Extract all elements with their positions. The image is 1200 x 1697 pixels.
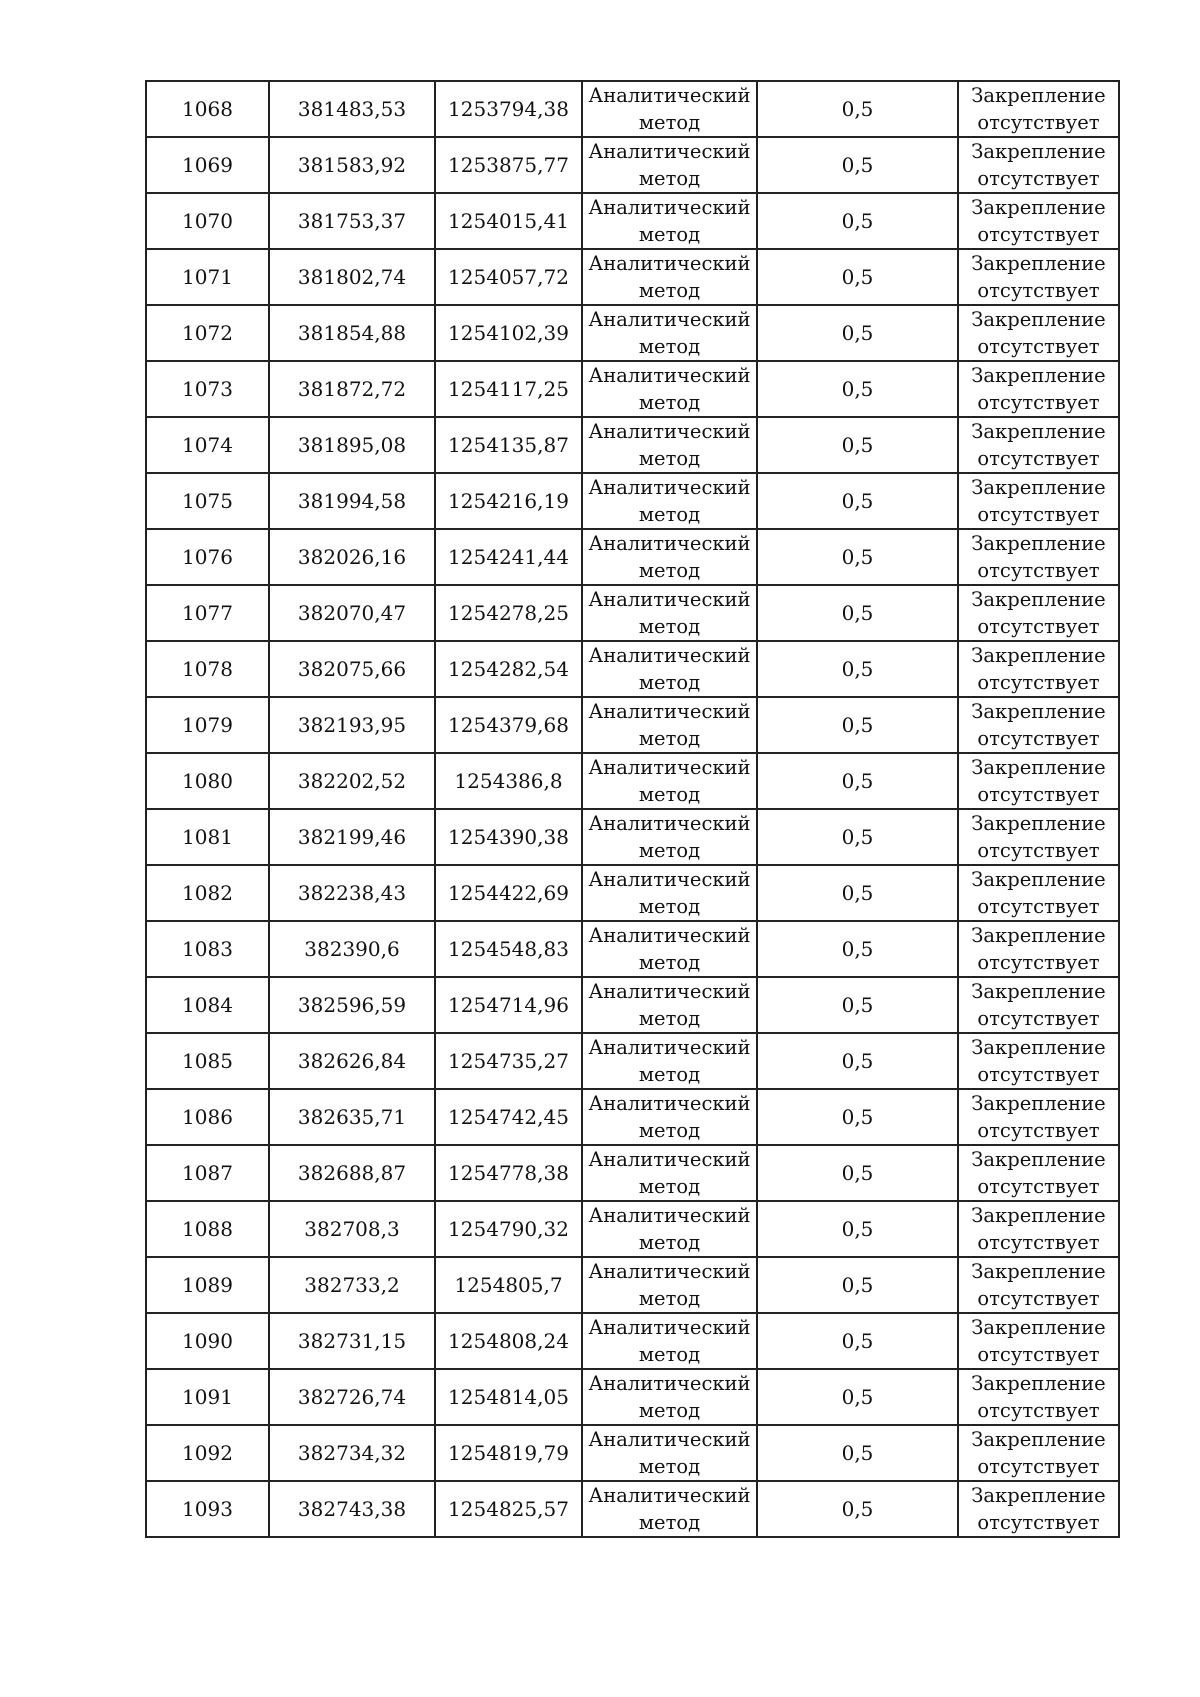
method-cell — [582, 585, 757, 641]
fixation-line-1: Закрепление — [971, 140, 1106, 163]
x-coordinate-cell: 382726,74 — [269, 1369, 435, 1425]
y-coordinate-cell: 1254742,45 — [435, 1089, 582, 1145]
fixation-cell — [958, 1425, 1119, 1481]
x-coordinate-cell: 382731,15 — [269, 1313, 435, 1369]
fixation-cell — [958, 137, 1119, 193]
table-row — [146, 641, 1119, 697]
method-line-1: Аналитический — [588, 1036, 751, 1059]
table-row — [146, 473, 1119, 529]
method-line-2: метод — [638, 1511, 701, 1534]
method-line-1: Аналитический — [588, 196, 751, 219]
y-coordinate-cell: 1254117,25 — [435, 361, 582, 417]
fixation-line-1: Закрепление — [971, 1204, 1106, 1227]
x-coordinate-cell: 382734,32 — [269, 1425, 435, 1481]
y-coordinate-cell: 1253794,38 — [435, 81, 582, 137]
fixation-line-2: отсутствует — [977, 1063, 1100, 1086]
method-line-1: Аналитический — [588, 812, 751, 835]
fixation-line-2: отсутствует — [977, 167, 1100, 190]
point-number-cell: 1088 — [146, 1201, 269, 1257]
method-line-1: Аналитический — [588, 924, 751, 947]
method-cell — [582, 697, 757, 753]
coordinates-table-body — [146, 81, 1119, 1537]
y-coordinate-cell: 1254386,8 — [435, 753, 582, 809]
method-cell — [582, 865, 757, 921]
method-cell — [582, 1089, 757, 1145]
method-line-2: метод — [638, 223, 701, 246]
accuracy-cell: 0,5 — [757, 529, 958, 585]
method-line-1: Аналитический — [588, 756, 751, 779]
method-line-2: метод — [638, 783, 701, 806]
method-cell — [582, 361, 757, 417]
accuracy-cell: 0,5 — [757, 1369, 958, 1425]
point-number-cell: 1081 — [146, 809, 269, 865]
method-cell — [582, 305, 757, 361]
fixation-cell — [958, 249, 1119, 305]
point-number-cell: 1087 — [146, 1145, 269, 1201]
point-number-cell: 1075 — [146, 473, 269, 529]
table-row — [146, 81, 1119, 137]
y-coordinate-cell: 1254216,19 — [435, 473, 582, 529]
method-cell — [582, 1313, 757, 1369]
fixation-line-2: отсутствует — [977, 727, 1100, 750]
method-line-1: Аналитический — [588, 644, 751, 667]
fixation-line-1: Закрепление — [971, 1260, 1106, 1283]
accuracy-cell: 0,5 — [757, 809, 958, 865]
fixation-line-1: Закрепление — [971, 644, 1106, 667]
fixation-line-2: отсутствует — [977, 895, 1100, 918]
method-cell — [582, 1033, 757, 1089]
x-coordinate-cell: 382743,38 — [269, 1481, 435, 1537]
point-number-cell: 1068 — [146, 81, 269, 137]
fixation-line-2: отсутствует — [977, 279, 1100, 302]
fixation-line-1: Закрепление — [971, 868, 1106, 891]
method-cell — [582, 529, 757, 585]
method-cell — [582, 977, 757, 1033]
point-number-cell: 1073 — [146, 361, 269, 417]
fixation-line-2: отсутствует — [977, 503, 1100, 526]
fixation-line-2: отсутствует — [977, 1399, 1100, 1422]
accuracy-cell: 0,5 — [757, 977, 958, 1033]
fixation-cell — [958, 1481, 1119, 1537]
method-cell — [582, 753, 757, 809]
accuracy-cell: 0,5 — [757, 473, 958, 529]
fixation-line-2: отсутствует — [977, 559, 1100, 582]
table-row — [146, 529, 1119, 585]
method-cell — [582, 641, 757, 697]
method-cell — [582, 1481, 757, 1537]
fixation-cell — [958, 1201, 1119, 1257]
accuracy-cell: 0,5 — [757, 417, 958, 473]
method-line-1: Аналитический — [588, 1484, 751, 1507]
method-line-2: метод — [638, 839, 701, 862]
table-row — [146, 1145, 1119, 1201]
table-row — [146, 305, 1119, 361]
method-line-1: Аналитический — [588, 1428, 751, 1451]
point-number-cell: 1091 — [146, 1369, 269, 1425]
fixation-line-1: Закрепление — [971, 756, 1106, 779]
method-cell — [582, 921, 757, 977]
accuracy-cell: 0,5 — [757, 361, 958, 417]
accuracy-cell: 0,5 — [757, 305, 958, 361]
method-line-1: Аналитический — [588, 700, 751, 723]
point-number-cell: 1071 — [146, 249, 269, 305]
fixation-line-2: отсутствует — [977, 1455, 1100, 1478]
y-coordinate-cell: 1253875,77 — [435, 137, 582, 193]
fixation-cell — [958, 193, 1119, 249]
method-line-1: Аналитический — [588, 588, 751, 611]
table-row — [146, 249, 1119, 305]
accuracy-cell: 0,5 — [757, 81, 958, 137]
accuracy-cell: 0,5 — [757, 641, 958, 697]
method-line-1: Аналитический — [588, 252, 751, 275]
point-number-cell: 1084 — [146, 977, 269, 1033]
table-row — [146, 1481, 1119, 1537]
fixation-cell — [958, 585, 1119, 641]
point-number-cell: 1080 — [146, 753, 269, 809]
fixation-line-2: отсутствует — [977, 391, 1100, 414]
point-number-cell: 1082 — [146, 865, 269, 921]
fixation-line-1: Закрепление — [971, 196, 1106, 219]
method-line-2: метод — [638, 391, 701, 414]
method-cell — [582, 417, 757, 473]
accuracy-cell: 0,5 — [757, 137, 958, 193]
fixation-line-2: отсутствует — [977, 1231, 1100, 1254]
table-row — [146, 1089, 1119, 1145]
method-cell — [582, 809, 757, 865]
accuracy-cell: 0,5 — [757, 1481, 958, 1537]
fixation-cell — [958, 305, 1119, 361]
point-number-cell: 1086 — [146, 1089, 269, 1145]
method-line-1: Аналитический — [588, 420, 751, 443]
method-line-2: метод — [638, 895, 701, 918]
x-coordinate-cell: 381753,37 — [269, 193, 435, 249]
y-coordinate-cell: 1254390,38 — [435, 809, 582, 865]
x-coordinate-cell: 381994,58 — [269, 473, 435, 529]
accuracy-cell: 0,5 — [757, 249, 958, 305]
accuracy-cell: 0,5 — [757, 1257, 958, 1313]
method-line-1: Аналитический — [588, 1092, 751, 1115]
accuracy-cell: 0,5 — [757, 1089, 958, 1145]
table-row — [146, 193, 1119, 249]
method-line-1: Аналитический — [588, 980, 751, 1003]
fixation-line-2: отсутствует — [977, 111, 1100, 134]
x-coordinate-cell: 382202,52 — [269, 753, 435, 809]
fixation-line-1: Закрепление — [971, 532, 1106, 555]
fixation-cell — [958, 697, 1119, 753]
x-coordinate-cell: 381854,88 — [269, 305, 435, 361]
method-line-2: метод — [638, 1119, 701, 1142]
fixation-line-2: отсутствует — [977, 1119, 1100, 1142]
fixation-cell — [958, 809, 1119, 865]
table-row — [146, 697, 1119, 753]
y-coordinate-cell: 1254808,24 — [435, 1313, 582, 1369]
table-row — [146, 1313, 1119, 1369]
fixation-cell — [958, 361, 1119, 417]
fixation-cell — [958, 1313, 1119, 1369]
x-coordinate-cell: 382199,46 — [269, 809, 435, 865]
x-coordinate-cell: 382708,3 — [269, 1201, 435, 1257]
fixation-line-1: Закрепление — [971, 84, 1106, 107]
fixation-cell — [958, 753, 1119, 809]
x-coordinate-cell: 382688,87 — [269, 1145, 435, 1201]
x-coordinate-cell: 382733,2 — [269, 1257, 435, 1313]
fixation-cell — [958, 529, 1119, 585]
fixation-line-1: Закрепление — [971, 420, 1106, 443]
method-line-2: метод — [638, 951, 701, 974]
accuracy-cell: 0,5 — [757, 1313, 958, 1369]
method-line-2: метод — [638, 1175, 701, 1198]
x-coordinate-cell: 381895,08 — [269, 417, 435, 473]
table-row — [146, 1369, 1119, 1425]
accuracy-cell: 0,5 — [757, 1425, 958, 1481]
fixation-cell — [958, 81, 1119, 137]
fixation-line-1: Закрепление — [971, 1092, 1106, 1115]
method-line-1: Аналитический — [588, 868, 751, 891]
y-coordinate-cell: 1254241,44 — [435, 529, 582, 585]
table-row — [146, 921, 1119, 977]
fixation-line-1: Закрепление — [971, 308, 1106, 331]
fixation-line-1: Закрепление — [971, 812, 1106, 835]
method-cell — [582, 1425, 757, 1481]
point-number-cell: 1092 — [146, 1425, 269, 1481]
method-line-2: метод — [638, 1399, 701, 1422]
fixation-line-2: отсутствует — [977, 1175, 1100, 1198]
fixation-line-1: Закрепление — [971, 252, 1106, 275]
fixation-cell — [958, 921, 1119, 977]
y-coordinate-cell: 1254282,54 — [435, 641, 582, 697]
method-line-1: Аналитический — [588, 1372, 751, 1395]
method-line-1: Аналитический — [588, 1316, 751, 1339]
x-coordinate-cell: 382070,47 — [269, 585, 435, 641]
method-line-2: метод — [638, 167, 701, 190]
fixation-cell — [958, 473, 1119, 529]
table-row — [146, 865, 1119, 921]
y-coordinate-cell: 1254805,7 — [435, 1257, 582, 1313]
method-cell — [582, 1257, 757, 1313]
table-row — [146, 1033, 1119, 1089]
table-row — [146, 585, 1119, 641]
x-coordinate-cell: 381483,53 — [269, 81, 435, 137]
method-line-2: метод — [638, 1231, 701, 1254]
method-cell — [582, 81, 757, 137]
method-cell — [582, 1369, 757, 1425]
method-cell — [582, 137, 757, 193]
fixation-line-1: Закрепление — [971, 1036, 1106, 1059]
y-coordinate-cell: 1254814,05 — [435, 1369, 582, 1425]
x-coordinate-cell: 382635,71 — [269, 1089, 435, 1145]
method-cell — [582, 249, 757, 305]
table-row — [146, 1257, 1119, 1313]
y-coordinate-cell: 1254422,69 — [435, 865, 582, 921]
x-coordinate-cell: 381583,92 — [269, 137, 435, 193]
fixation-line-2: отсутствует — [977, 671, 1100, 694]
point-number-cell: 1074 — [146, 417, 269, 473]
fixation-cell — [958, 865, 1119, 921]
fixation-line-2: отсутствует — [977, 335, 1100, 358]
method-line-2: метод — [638, 615, 701, 638]
fixation-cell — [958, 1257, 1119, 1313]
y-coordinate-cell: 1254278,25 — [435, 585, 582, 641]
method-line-2: метод — [638, 1455, 701, 1478]
method-line-2: метод — [638, 335, 701, 358]
y-coordinate-cell: 1254714,96 — [435, 977, 582, 1033]
method-cell — [582, 193, 757, 249]
accuracy-cell: 0,5 — [757, 193, 958, 249]
table-row — [146, 361, 1119, 417]
fixation-cell — [958, 1145, 1119, 1201]
y-coordinate-cell: 1254735,27 — [435, 1033, 582, 1089]
fixation-line-1: Закрепление — [971, 1316, 1106, 1339]
x-coordinate-cell: 382390,6 — [269, 921, 435, 977]
table-row — [146, 417, 1119, 473]
point-number-cell: 1090 — [146, 1313, 269, 1369]
method-line-1: Аналитический — [588, 1260, 751, 1283]
table-row — [146, 1425, 1119, 1481]
point-number-cell: 1089 — [146, 1257, 269, 1313]
method-line-2: метод — [638, 1007, 701, 1030]
method-line-2: метод — [638, 111, 701, 134]
fixation-line-1: Закрепление — [971, 1484, 1106, 1507]
accuracy-cell: 0,5 — [757, 1201, 958, 1257]
method-line-2: метод — [638, 503, 701, 526]
fixation-cell — [958, 641, 1119, 697]
fixation-line-1: Закрепление — [971, 588, 1106, 611]
x-coordinate-cell: 382596,59 — [269, 977, 435, 1033]
y-coordinate-cell: 1254819,79 — [435, 1425, 582, 1481]
point-number-cell: 1072 — [146, 305, 269, 361]
method-line-2: метод — [638, 559, 701, 582]
accuracy-cell: 0,5 — [757, 753, 958, 809]
y-coordinate-cell: 1254548,83 — [435, 921, 582, 977]
point-number-cell: 1077 — [146, 585, 269, 641]
method-line-1: Аналитический — [588, 1148, 751, 1171]
point-number-cell: 1085 — [146, 1033, 269, 1089]
fixation-line-2: отсутствует — [977, 1343, 1100, 1366]
point-number-cell: 1076 — [146, 529, 269, 585]
fixation-line-2: отсутствует — [977, 223, 1100, 246]
accuracy-cell: 0,5 — [757, 1145, 958, 1201]
y-coordinate-cell: 1254790,32 — [435, 1201, 582, 1257]
y-coordinate-cell: 1254778,38 — [435, 1145, 582, 1201]
table-row — [146, 809, 1119, 865]
accuracy-cell: 0,5 — [757, 697, 958, 753]
x-coordinate-cell: 382026,16 — [269, 529, 435, 585]
fixation-line-2: отсутствует — [977, 1007, 1100, 1030]
accuracy-cell: 0,5 — [757, 1033, 958, 1089]
method-line-1: Аналитический — [588, 140, 751, 163]
fixation-line-1: Закрепление — [971, 924, 1106, 947]
fixation-line-2: отсутствует — [977, 447, 1100, 470]
fixation-line-2: отсутствует — [977, 1287, 1100, 1310]
y-coordinate-cell: 1254135,87 — [435, 417, 582, 473]
accuracy-cell: 0,5 — [757, 865, 958, 921]
method-cell — [582, 473, 757, 529]
fixation-line-1: Закрепление — [971, 1372, 1106, 1395]
method-line-1: Аналитический — [588, 84, 751, 107]
y-coordinate-cell: 1254102,39 — [435, 305, 582, 361]
fixation-line-1: Закрепление — [971, 700, 1106, 723]
y-coordinate-cell: 1254825,57 — [435, 1481, 582, 1537]
method-line-1: Аналитический — [588, 308, 751, 331]
method-line-1: Аналитический — [588, 476, 751, 499]
fixation-cell — [958, 417, 1119, 473]
method-line-2: метод — [638, 1063, 701, 1086]
fixation-line-1: Закрепление — [971, 476, 1106, 499]
table-row — [146, 753, 1119, 809]
fixation-cell — [958, 1369, 1119, 1425]
point-number-cell: 1083 — [146, 921, 269, 977]
method-line-1: Аналитический — [588, 1204, 751, 1227]
method-line-2: метод — [638, 1343, 701, 1366]
accuracy-cell: 0,5 — [757, 585, 958, 641]
y-coordinate-cell: 1254057,72 — [435, 249, 582, 305]
x-coordinate-cell: 381802,74 — [269, 249, 435, 305]
table-row — [146, 1201, 1119, 1257]
table-row — [146, 977, 1119, 1033]
table-row — [146, 137, 1119, 193]
x-coordinate-cell: 382626,84 — [269, 1033, 435, 1089]
method-cell — [582, 1201, 757, 1257]
fixation-line-1: Закрепление — [971, 1428, 1106, 1451]
fixation-line-2: отсутствует — [977, 615, 1100, 638]
y-coordinate-cell: 1254379,68 — [435, 697, 582, 753]
x-coordinate-cell: 382193,95 — [269, 697, 435, 753]
point-number-cell: 1079 — [146, 697, 269, 753]
method-line-2: метод — [638, 1287, 701, 1310]
fixation-line-1: Закрепление — [971, 1148, 1106, 1171]
fixation-line-2: отсутствует — [977, 1511, 1100, 1534]
accuracy-cell: 0,5 — [757, 921, 958, 977]
method-line-2: метод — [638, 279, 701, 302]
fixation-line-2: отсутствует — [977, 783, 1100, 806]
fixation-cell — [958, 1089, 1119, 1145]
method-line-2: метод — [638, 727, 701, 750]
method-line-1: Аналитический — [588, 532, 751, 555]
point-number-cell: 1070 — [146, 193, 269, 249]
fixation-cell — [958, 1033, 1119, 1089]
method-line-1: Аналитический — [588, 364, 751, 387]
y-coordinate-cell: 1254015,41 — [435, 193, 582, 249]
fixation-line-1: Закрепление — [971, 980, 1106, 1003]
x-coordinate-cell: 382238,43 — [269, 865, 435, 921]
fixation-line-2: отсутствует — [977, 839, 1100, 862]
method-line-2: метод — [638, 671, 701, 694]
method-cell — [582, 1145, 757, 1201]
fixation-line-2: отсутствует — [977, 951, 1100, 974]
point-number-cell: 1069 — [146, 137, 269, 193]
point-number-cell: 1078 — [146, 641, 269, 697]
fixation-line-1: Закрепление — [971, 364, 1106, 387]
x-coordinate-cell: 381872,72 — [269, 361, 435, 417]
point-number-cell: 1093 — [146, 1481, 269, 1537]
coordinates-table — [145, 80, 1120, 1538]
method-line-2: метод — [638, 447, 701, 470]
fixation-cell — [958, 977, 1119, 1033]
x-coordinate-cell: 382075,66 — [269, 641, 435, 697]
